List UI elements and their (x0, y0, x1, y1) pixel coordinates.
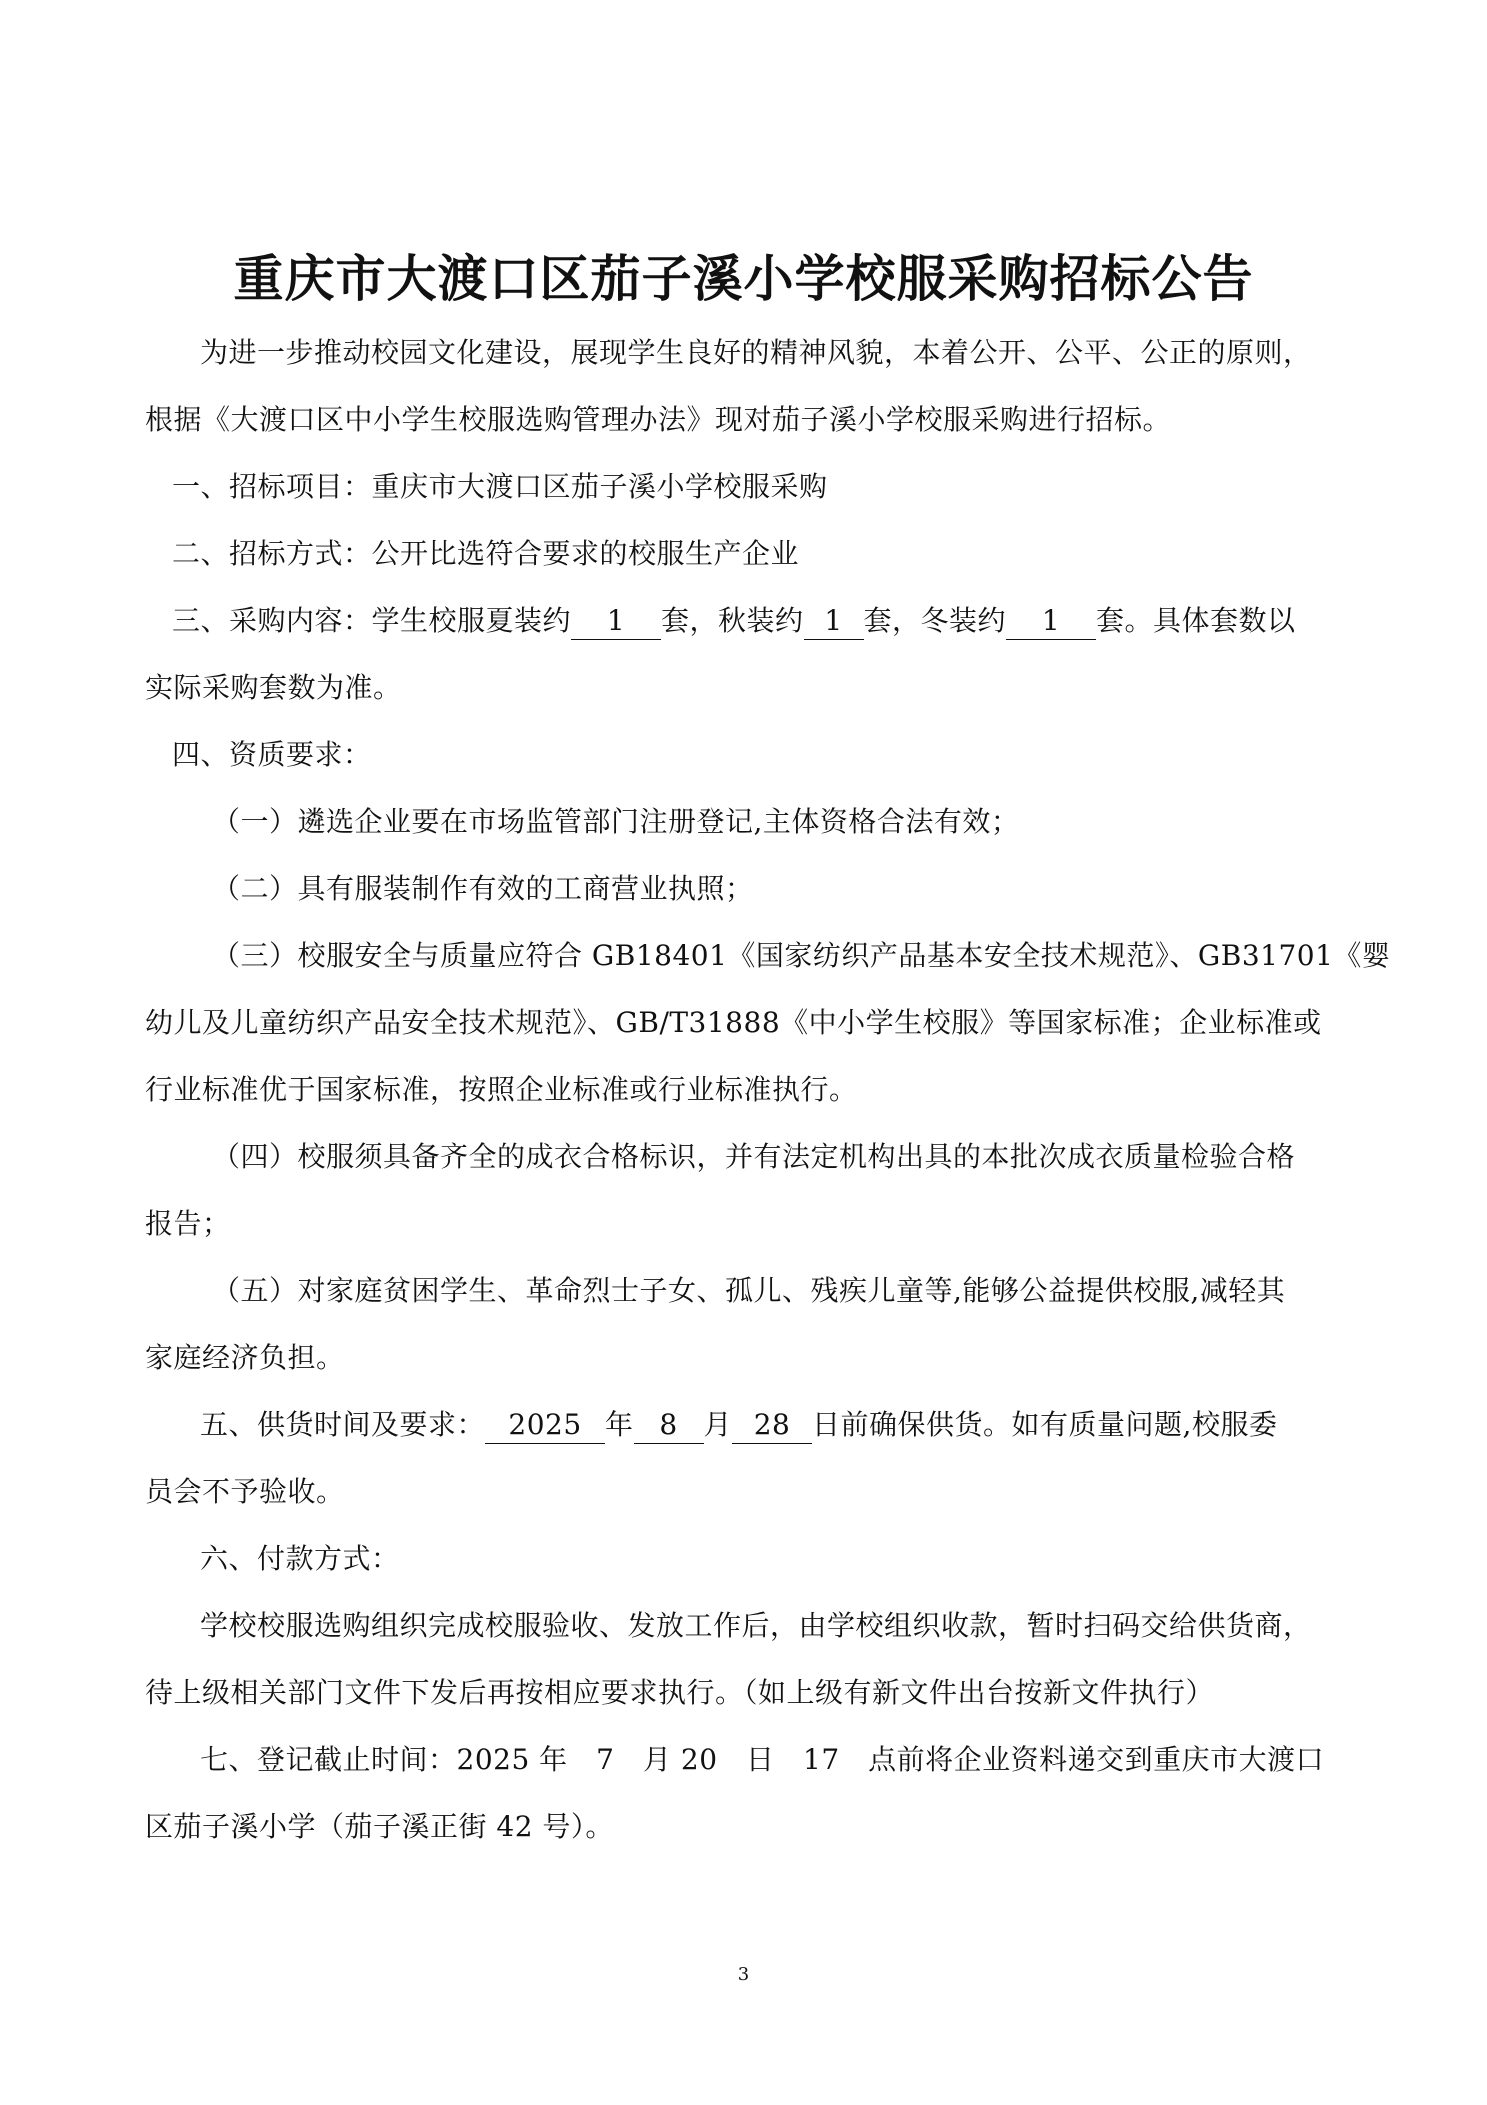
winter-quantity: 1 (1006, 603, 1096, 640)
section-4-item-4-line-1: （四）校服须具备齐全的成衣合格标识，并有法定机构出具的本批次成衣质量检验合格 (212, 1140, 1296, 1173)
section-2-method: 二、招标方式：公开比选符合要求的校服生产企业 (172, 537, 800, 570)
summer-quantity: 1 (571, 603, 661, 640)
section-3-prefix: 三、采购内容：学生校服夏装约 (172, 604, 572, 637)
section-7-line-1: 七、登记截止时间：2025 年 7 月 20 日 17 点前将企业资料递交到重庆市大渡口 (200, 1743, 1325, 1776)
section-4-item-3-line-3: 行业标准优于国家标准，按照企业标准或行业标准执行。 (145, 1073, 858, 1106)
section-6-line-2: 待上级相关部门文件下发后再按相应要求执行。（如上级有新文件出台按新文件执行） (145, 1676, 1215, 1709)
section-4-item-5-line-2: 家庭经济负担。 (145, 1341, 345, 1374)
section-3-content (172, 601, 1296, 641)
section-7-line-2: 区茄子溪小学（茄子溪正街 42 号）。 (145, 1810, 614, 1843)
section-3-line-2: 实际采购套数为准。 (145, 671, 402, 704)
section-1-project: 一、招标项目：重庆市大渡口区茄子溪小学校服采购 (172, 470, 828, 503)
section-3-suffix: 套。具体套数以 (1096, 604, 1296, 637)
section-3-mid-2: 套，冬装约 (863, 604, 1007, 637)
section-4-item-2: （二）具有服装制作有效的工商营业执照； (212, 872, 754, 905)
section-4-item-1: （一）遴选企业要在市场监管部门注册登记,主体资格合法有效； (212, 805, 1020, 838)
delivery-day: 28 (732, 1407, 812, 1444)
delivery-year: 2025 (485, 1407, 605, 1444)
section-4-heading: 四、资质要求： (172, 738, 372, 771)
intro-line-2: 根据《大渡口区中小学生校服选购管理办法》现对茄子溪小学校服采购进行招标。 (145, 403, 1172, 436)
autumn-quantity: 1 (804, 603, 864, 640)
section-4-item-3-line-1: （三）校服安全与质量应符合 GB18401《国家纺织产品基本安全技术规范》、GB31701《婴 (212, 939, 1391, 972)
section-3-mid-1: 套，秋装约 (661, 604, 804, 637)
section-6-heading: 六、付款方式： (200, 1542, 400, 1575)
section-4-item-5-line-1: （五）对家庭贫困学生、革命烈士子女、孤儿、残疾儿童等,能够公益提供校服,减轻其 (212, 1274, 1286, 1307)
year-unit: 年 (605, 1408, 634, 1441)
section-5-prefix: 五、供货时间及要求： (200, 1408, 486, 1441)
section-5-line-2: 员会不予验收。 (145, 1475, 345, 1508)
document-title: 重庆市大渡口区茄子溪小学校服采购招标公告 (233, 250, 1254, 308)
section-5-delivery (200, 1405, 1277, 1445)
section-4-item-3-line-2: 幼儿及儿童纺织产品安全技术规范》、GB/T31888《中小学生校服》等国家标准；企业标准或 (145, 1006, 1322, 1039)
section-6-line-1: 学校校服选购组织完成校服验收、发放工作后，由学校组织收款，暂时扫码交给供货商， (200, 1609, 1312, 1642)
delivery-month: 8 (634, 1407, 704, 1444)
section-5-suffix: 日前确保供货。如有质量问题,校服委 (812, 1408, 1278, 1441)
intro-line-1: 为进一步推动校园文化建设，展现学生良好的精神风貌，本着公开、公平、公正的原则， (200, 336, 1312, 369)
section-4-item-4-line-2: 报告； (145, 1207, 231, 1240)
month-unit: 月 (703, 1408, 733, 1441)
page-number: 3 (737, 1964, 750, 1985)
